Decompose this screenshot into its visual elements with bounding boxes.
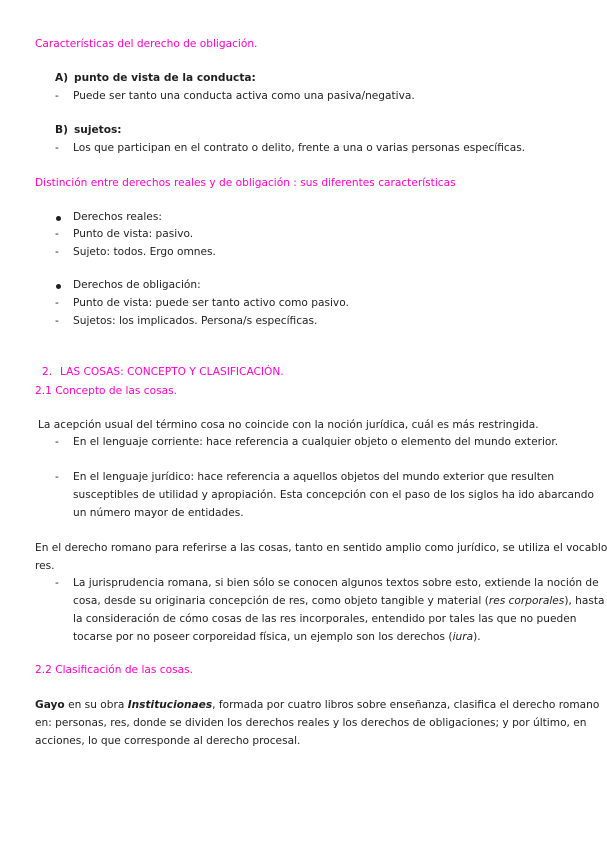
list-item: Punto de vista: puede ser tanto activo como pasivo. [73,297,349,309]
bullet-icon [56,216,61,221]
dash-marker: - [55,142,59,154]
list-item-line: susceptibles de utilidad y apropiación. Esta concepción con el paso de los siglos ha ido abarcando [73,489,594,501]
bullet-icon [56,284,61,289]
paragraph-line: en: personas, res, donde se dividen los derechos reales y los derechos de obligaciones; y por último, en [35,717,587,729]
dash-marker: - [55,577,59,589]
list-item: Sujetos: los implicados. Persona/s específicas. [73,315,318,327]
dash-marker: - [55,297,59,309]
list-marker-b: B) [55,124,68,136]
list-item-line: un número mayor de entidades. [73,507,244,519]
list-item-line: cosa, desde su originaria concepción de res, como objeto tangible y material (res corporales), hasta [73,595,605,607]
paragraph-line: En el derecho romano para referirse a las cosas, tanto en sentido amplio como jurídico, se utiliza el vocablo [35,542,607,554]
list-item-head: Derechos reales: [73,211,162,223]
paragraph-intro: La acepción usual del término cosa no coincide con la noción jurídica, cuál es más restringida. [38,419,539,431]
subheading-conducta: punto de vista de la conducta: [74,72,256,84]
dash-marker: - [55,228,59,240]
list-item: Sujeto: todos. Ergo omnes. [73,246,216,258]
subsection-title-clasificacion: 2.2 Clasificación de las cosas. [35,664,193,676]
subsection-title-concepto: 2.1 Concepto de las cosas. [35,385,178,397]
section-title-cosas: LAS COSAS: CONCEPTO Y CLASIFICACIÓN. [60,366,284,378]
list-item-line: la consideración de cómo cosas de las res incorporales, entendido por tales las que no pueden [73,613,577,625]
dash-marker: - [55,315,59,327]
list-item-line: tocarse por no poseer corporeidad física, un ejemplo son los derechos (iura). [73,631,481,643]
dash-marker: - [55,471,59,483]
list-item: En el lenguaje corriente: hace referencia a cualquier objeto o elemento del mundo exterior. [73,436,559,448]
list-item: Puede ser tanto una conducta activa como una pasiva/negativa. [73,90,415,102]
section-number: 2. [42,366,53,378]
paragraph-line: acciones, lo que corresponde al derecho procesal. [35,735,301,747]
italic-term: res corporales [488,595,565,607]
list-item-head: Derechos de obligación: [73,279,201,291]
dash-marker: - [55,436,59,448]
bold-italic-term: Institucionaes [127,699,213,711]
bold-term: Gayo [35,699,65,711]
section-title-distincion: Distinción entre derechos reales y de obligación : sus diferentes características [35,177,456,189]
list-marker-a: A) [55,72,69,84]
list-item-line: En el lenguaje jurídico: hace referencia a aquellos objetos del mundo exterior que resulten [73,471,555,483]
subheading-sujetos: sujetos: [74,124,122,136]
dash-marker: - [55,90,59,102]
section-title-caracteristicas: Características del derecho de obligación. [35,38,258,50]
paragraph-line: res. [35,560,55,572]
dash-marker: - [55,246,59,258]
list-item: Los que participan en el contrato o delito, frente a una o varias personas específicas. [73,142,526,154]
list-item: Punto de vista: pasivo. [73,228,194,240]
list-item-line: La jurisprudencia romana, si bien sólo se conocen algunos textos sobre esto, extiende la noción de [73,577,599,589]
italic-term: iura [452,631,474,643]
paragraph-line: Gayo en su obra Institucionaes, formada por cuatro libros sobre enseñanza, clasifica el derecho romano [35,699,600,711]
